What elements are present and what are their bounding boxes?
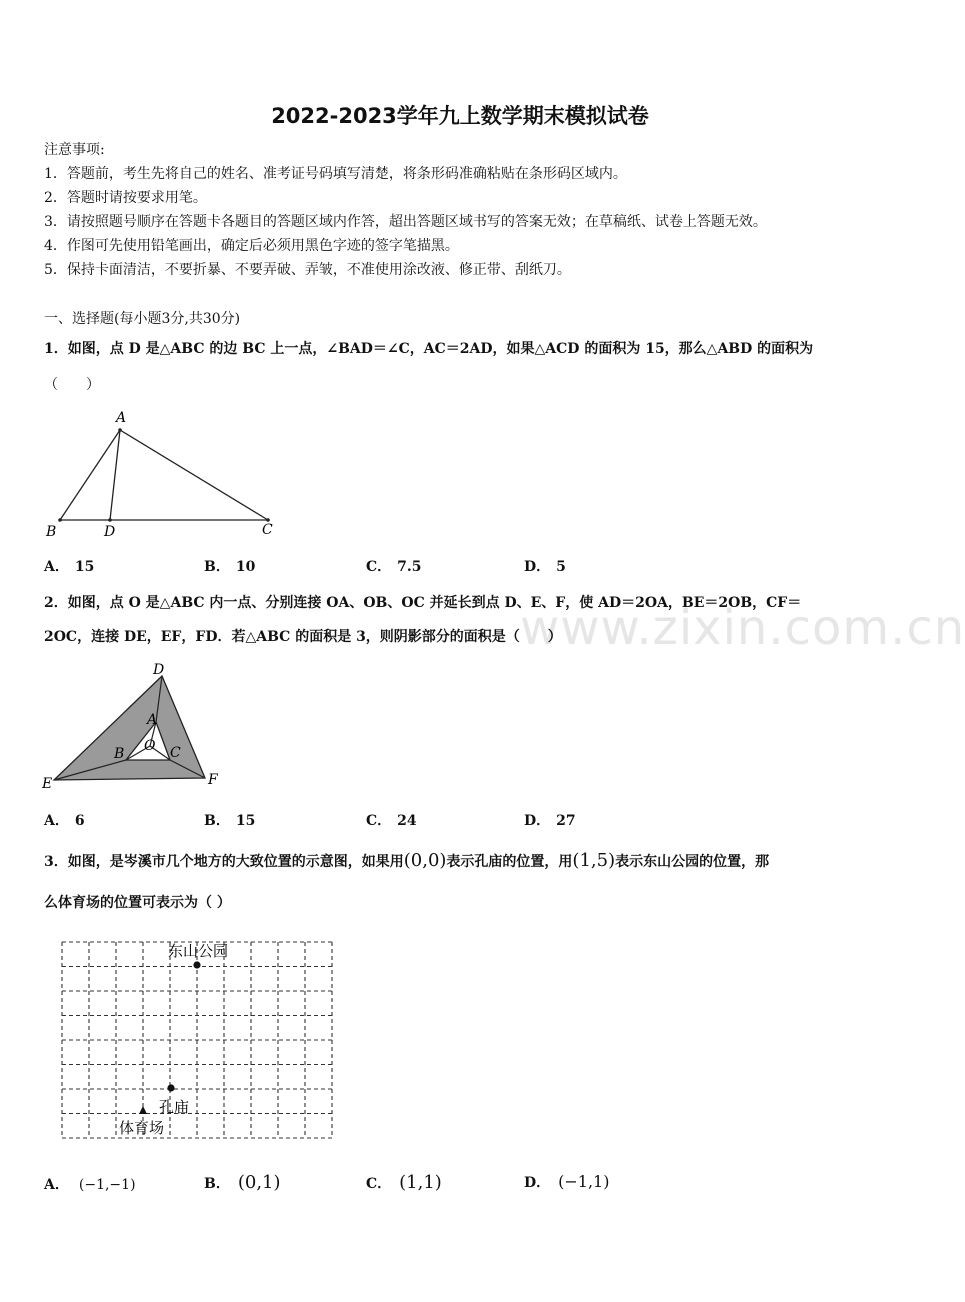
option-text: 15	[235, 813, 256, 829]
question-3-text-cont: 么体育场的位置可表示为（ ）	[44, 895, 231, 911]
point-label-O: O	[144, 738, 156, 754]
option-text: 6	[74, 813, 85, 829]
option-letter: B．	[204, 1176, 230, 1192]
option-text: (−1,1)	[558, 1172, 610, 1191]
option-letter: B．	[204, 813, 230, 829]
park-marker	[193, 961, 200, 968]
note-item: 5．保持卡面清洁，不要折暴、不要弄破、弄皱，不准使用涂改液、修正带、刮纸刀。	[44, 262, 571, 278]
page-title: 2022-2023学年九上数学期末模拟试卷	[271, 104, 649, 128]
question-2-text: 2．如图，点 O 是△ABC 内一点、分别连接 OA、OB、OC 并延长到点 D、E、F，使 AD＝2OA，BE＝2OB，CF＝	[44, 595, 802, 611]
point-label-B: B	[114, 746, 125, 762]
q3-text-part: 3．如图，是岑溪市几个地方的大致位置的示意图，如果用	[44, 854, 404, 870]
option-letter: D．	[524, 1175, 551, 1191]
point-label-D: D	[153, 662, 165, 678]
q2-option-b[interactable]	[204, 810, 255, 830]
q1-option-b[interactable]	[204, 556, 255, 576]
temple-marker	[167, 1084, 174, 1091]
point-label-A: A	[116, 410, 127, 426]
option-letter: D．	[524, 559, 551, 575]
note-item: 4．作图可先使用铅笔画出，确定后必须用黑色字迹的签字笔描黑。	[44, 238, 459, 254]
q1-option-a[interactable]	[44, 556, 94, 576]
notes-heading: 注意事项:	[44, 142, 105, 158]
option-letter: A．	[44, 559, 69, 575]
point-label-A: A	[147, 712, 158, 728]
option-text: (1,1)	[399, 1172, 442, 1193]
point-label-D: D	[104, 524, 116, 540]
option-letter: D．	[524, 813, 551, 829]
point-label-C: C	[262, 522, 273, 538]
q2-option-a[interactable]	[44, 810, 85, 830]
option-text: (−1,−1)	[78, 1177, 136, 1193]
q3-option-d[interactable]	[524, 1172, 609, 1192]
temple-label: 孔庙	[159, 1098, 190, 1116]
note-item: 2．答题时请按要求用笔。	[44, 190, 207, 206]
option-letter: C．	[366, 813, 392, 829]
q3-coord-park: (1,5)	[572, 850, 616, 871]
point-label-E: E	[42, 776, 53, 792]
watermark: www.zixin.com.cn	[520, 600, 965, 656]
note-item: 1．答题前，考生先将自己的姓名、准考证号码填写清楚，将条形码准确粘贴在条形码区域内。	[44, 166, 627, 182]
q1-option-c[interactable]	[366, 556, 422, 576]
q3-coord-temple: (0,0)	[403, 850, 447, 871]
option-letter: C．	[366, 559, 392, 575]
q2-option-d[interactable]	[524, 810, 576, 830]
point-label-F: F	[208, 772, 218, 788]
option-letter: A．	[44, 813, 69, 829]
question-3-text	[44, 850, 769, 871]
question-2-text-cont: 2OC，连接 DE，EF，FD．若△ABC 的面积是 3，则阴影部分的面积是（ ）	[44, 629, 562, 645]
option-text: 15	[74, 559, 95, 575]
option-letter: A．	[44, 1177, 69, 1193]
option-text: 10	[235, 559, 256, 575]
q3-text-part: 表示东山公园的位置，那	[615, 854, 770, 870]
stadium-marker	[139, 1106, 147, 1114]
q3-text-part: 表示孔庙的位置，用	[446, 854, 573, 870]
option-text: 24	[397, 813, 417, 829]
q3-option-c[interactable]	[366, 1172, 442, 1193]
option-letter: B．	[204, 559, 230, 575]
q1-option-d[interactable]	[524, 556, 566, 576]
q3-option-a[interactable]	[44, 1174, 136, 1194]
note-item: 3．请按照题号顺序在答题卡各题目的答题区域内作答，超出答题区域书写的答案无效；在草稿纸、试卷上答题无效。	[44, 214, 767, 230]
q3-option-b[interactable]	[204, 1172, 281, 1193]
question-1-blank: （ ）	[44, 377, 100, 393]
option-text: (0,1)	[237, 1172, 281, 1193]
point-label-B: B	[46, 524, 57, 540]
q2-option-c[interactable]	[366, 810, 417, 830]
option-letter: C．	[366, 1176, 392, 1192]
option-text: 7.5	[397, 559, 422, 575]
question-1-text: 1．如图，点 D 是△ABC 的边 BC 上一点，∠BAD＝∠C，AC＝2AD，如果△ACD 的面积为 15，那么△ABD 的面积为	[44, 341, 814, 357]
question-1-figure	[40, 408, 280, 538]
stadium-label: 体育场	[119, 1119, 165, 1137]
question-3-map	[56, 936, 346, 1146]
point-label-C: C	[170, 745, 181, 761]
option-text: 5	[556, 559, 566, 575]
park-label: 东山公园	[168, 942, 229, 960]
option-text: 27	[556, 813, 576, 829]
section-title: 一、选择题(每小题3分,共30分)	[44, 311, 241, 327]
question-2-figure	[40, 660, 250, 790]
